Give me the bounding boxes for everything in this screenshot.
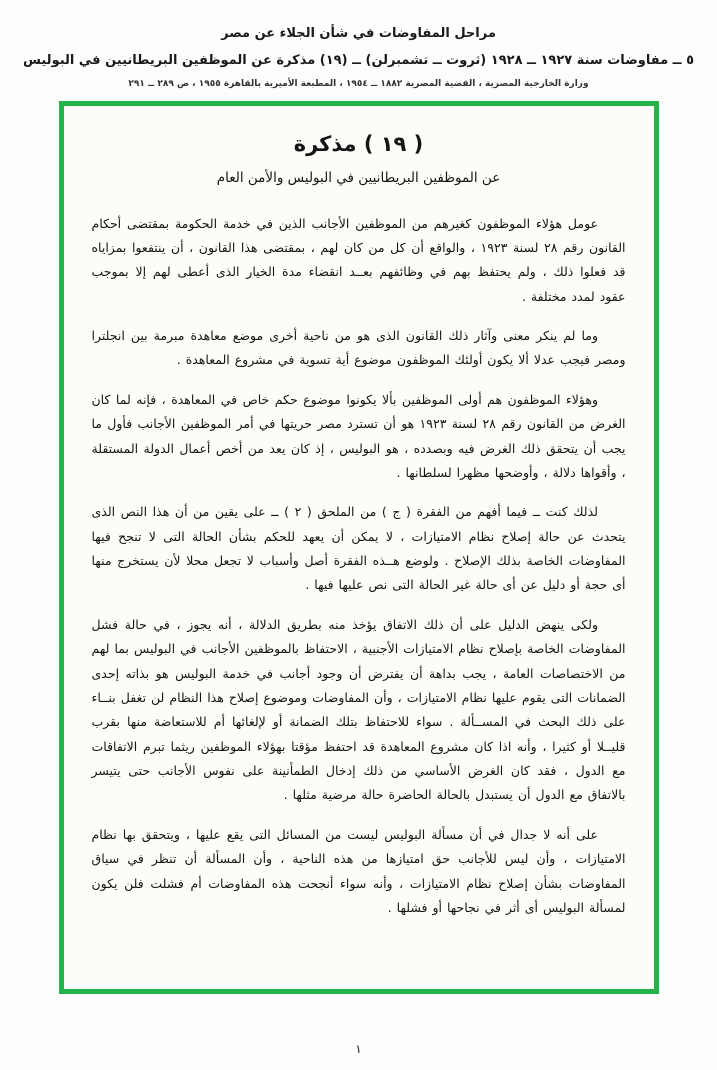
document-subtitle: عن الموظفين البريطانيين في البوليس والأمن العام [216, 169, 501, 186]
paragraph: عومل هؤلاء الموظفون كغيرهم من الموظفين الأجانب الذين في خدمة الحكومة بمقتضى أحكام القانون رقم ٢٨ لسنة ١٩٢٣ ، والواقع أن كل من كان لهم ، بمقتضى هذا القانون ، أن ينتفعوا بمزاياه قد فعلوا ذلك ، ولم يحتفظ بهم في وظائفهم بعــد انقضاء مدة الخيار الذى أعطى لهم إلا بموجب عقود لمدد مختلفة . [91, 215, 626, 304]
paragraph: وهؤلاء الموظفون هم أولى الموظفين بألا يكونوا موضوع حكم خاص في المعاهدة ، فإنه لما كان الغرض من القانون رقم ٢٨ لسنة ١٩٢٣ هو أن تسترد مصر حريتها في أمر الموظفين الأجانب فأول ما يجب أن يتحقق ذلك الغرض فيه وبصدده ، هو البوليس ، إذ كان يعد من أخص أعمال الدولة المستقلة ، وأقواها دلالة ، وأوضحها مظهرا لسلطانها . [91, 391, 626, 480]
paragraph: على أنه لا جدال في أن مسألة البوليس ليست من المسائل التى يقع عليها ، ويتحقق بها نظام الامتيازات ، وأن ليس للأجانب حق امتيازها من هذه الناحية ، وأن المسألة أن تنظر في سياق المفاوضات بشأن إصلاح نظام الامتيازات ، وأنه سواء أنجحت هذه المفاوضات أم فشلت فلن يكون لمسألة البوليس أى أثر في نجاحها أو فشلها . [91, 826, 626, 915]
header-subtitle: ٥ ــ مفاوضات سنة ١٩٢٧ ــ ١٩٢٨ (ثروت ــ تشمبرلن) ــ (١٩) مذكرة عن الموظفين البريطانيين في البوليس [23, 53, 694, 68]
paragraph: ولكى ينهض الدليل على أن ذلك الاتفاق يؤخذ منه بطريق الدلالة ، أنه يجوز ، في حالة فشل المفاوضات الخاصة بإصلاح نظام الامتيازات الأجنبية ، الاحتفاظ بالموظفين الأجانب في البوليس بما لهم من الاختصاصات العامة ، يجب بداهة أن يفترض أن وجود أجانب في خدمة البوليس هو بذاته إحدى الضمانات التى يقوم عليها نظام الامتيازات ، وأن المفاوضات وموضوع إصلاح هذا النظام لن تغفل بنــاء على ذلك البحث في المســألة . سواء للاحتفاظ بتلك الضمانة أو لإلغائها أم للاستعاضة منها بقرب قليــلا أو كثيرا ، وأنه اذا كان مشروع المعاهدة قد احتفظ مؤقتا بهؤلاء الموظفين ريثما تبرم الاتفاقات مع الدول ، فقد كان الغرض الأساسي من ذلك إدخال الطمأنينة على نفوس الأجانب حتى يتيسر بالاتفاق مع الدول أن يستبدل بالحالة الحاضرة حالة مرضية مثلها . [91, 616, 626, 803]
document-body [92, 212, 626, 921]
document-frame [59, 101, 659, 994]
document-title: ( ١٩ ) مذكرة [293, 131, 424, 156]
page-number: ١ [355, 1042, 362, 1056]
paragraph: وما لم ينكر معنى وآثار ذلك القانون الذى هو من ناحية أخرى موضع معاهدة مبرمة بين انجلترا ومصر فيجب عدلا ألا يكون أولئك الموظفون موضوع أية تسوية في مشروع المعاهدة . [91, 328, 626, 368]
page-header [0, 0, 717, 89]
header-source-citation: وزارة الخارجية المصرية ، القضية المصرية ١٨٨٢ ــ ١٩٥٤ ، المطبعة الأميرية بالقاهرة ١٩٥٥ ، ص ٢٨٩ ــ ٢٩١ [128, 78, 589, 89]
header-title: مراحل المفاوضات في شأن الجلاء عن مصر [221, 26, 496, 41]
paragraph: لذلك كنت ــ فيما أفهم من الفقرة ( ج ) من الملحق ( ٢ ) ــ على يقين من أن هذا النص الذى يتحدث عن حالة إصلاح نظام الامتيازات ، لا يمكن أن يعهد للحكم بشأن الحالة التى لا تنجح فيها المفاوضات الخاصة بذلك الإصلاح . ولوضع هــذه الفقرة أصل وأسباب لا تجعل محلا لأن يستخرج منها أى حجة أو دليل عن أى حالة غير الحالة التى نص عليها فيها . [91, 504, 626, 593]
